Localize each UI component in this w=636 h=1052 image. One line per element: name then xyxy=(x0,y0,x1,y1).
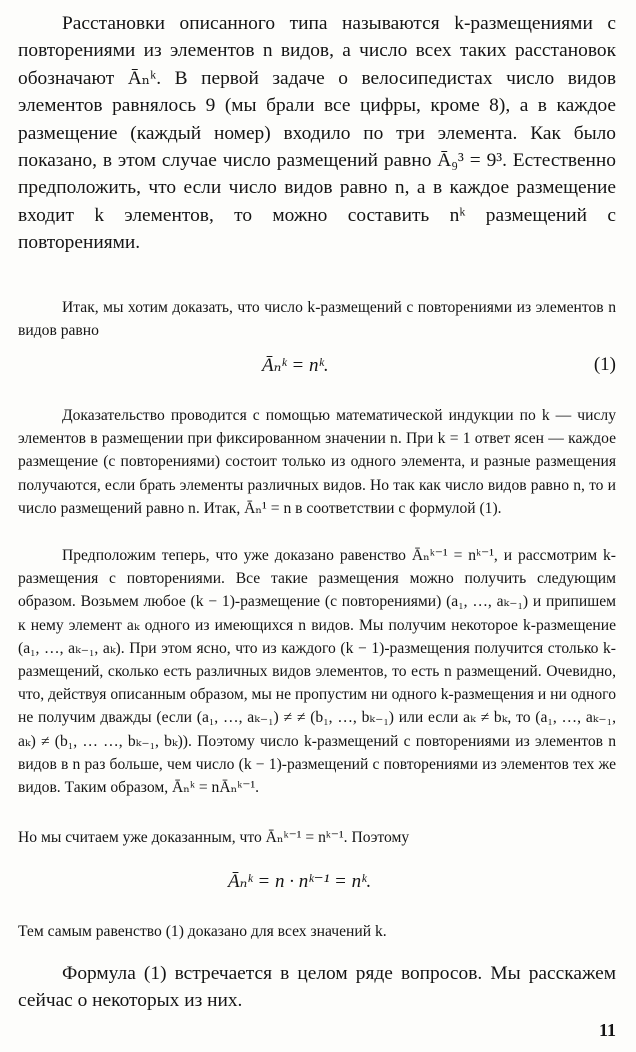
formula-1-number: (1) xyxy=(593,354,616,375)
page-number: 11 xyxy=(598,1020,616,1040)
formula-1: Āₙᵏ = nᵏ. xyxy=(262,355,329,376)
paragraph-induction-step: Предположим теперь, что уже доказано равенство Āₙᵏ⁻¹ = nᵏ⁻¹, и рассмотрим k-размещения с повторениями. Все такие размещения можно получить следующим образом. Возьмем любое (k − 1)-размещение (с повторениями) (a₁, …, aₖ₋₁) и припишем к нему элемент aₖ одного из имеющихся n видов. Мы получим некоторое k-размещение (a₁, …, aₖ₋₁, aₖ). При этом ясно, что из каждого (k − 1)-размещения получится столько k-размещений, сколько есть различных видов элементов, то есть n размещений. Очевидно, что, действуя описанным образом, мы не пропустим ни одного k-размещения и ни одного не получим дважды (если (a₁, …, aₖ₋₁) ≠ ≠ (b₁, …, bₖ₋₁) или если aₖ ≠ bₖ, то (a₁, …, aₖ₋₁, aₖ) ≠ (b₁, … …, bₖ₋₁, bₖ)). Поэтому число k-размещений с повторениями из элементов n видов в n раз больше, чем число (k − 1)-размещений с повторениями из элементов тех же видов. Таким образом, Āₙᵏ = nĀₙᵏ⁻¹. xyxy=(18,547,616,797)
paragraph-applications: Формула (1) встречается в целом ряде вопросов. Мы расскажем сейчас о некоторых из них. xyxy=(18,963,616,1012)
paragraph-conclusion: Тем самым равенство (1) доказано для всех значений k. xyxy=(18,923,387,940)
paragraph-induction-base: Доказательство проводится с помощью математической индукции по k — числу элементов в размещении при фиксированном значении n. При k = 1 ответ ясен — каждое размещение (с повторениями) состоит только из одного элемента, и разные размещения получаются, если брать элементы различных видов. Но так как число видов равно n, то и число размещений равно n. Итак, Āₙ¹ = n в соответствии с формулой (1). xyxy=(18,407,616,517)
paragraph-definition: Расстановки описанного типа называются k-размещениями с повторениями из элементов n видов, а число всех таких расстановок обозначают Āₙᵏ. В первой задаче о велосипедистах число видов элементов равнялось 9 (мы брали все цифры, кроме 8), а в каждое размещение (каждый номер) входило по три элемента. Как было показано, в этом случае число размещений равно Ā₉³ = 9³. Естественно предположить, что если число видов равно n, а в каждое размещение входит k элементов, то можно составить nᵏ размещений с повторениями. xyxy=(18,13,616,254)
formula-2: Āₙᵏ = n · nᵏ⁻¹ = nᵏ. xyxy=(228,871,372,892)
paragraph-assumption: Но мы считаем уже доказанным, что Āₙᵏ⁻¹ = nᵏ⁻¹. Поэтому xyxy=(18,829,410,846)
paragraph-claim: Итак, мы хотим доказать, что число k-размещений с повторениями из элементов n видов равно xyxy=(18,299,616,340)
